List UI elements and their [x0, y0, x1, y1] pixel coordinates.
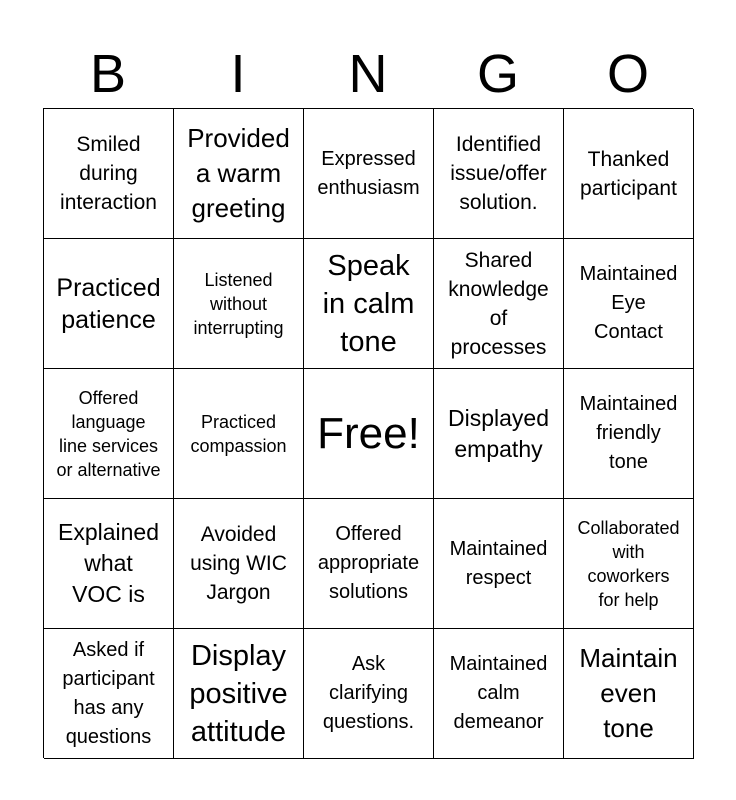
bingo-cell-r1-c1[interactable]: [44, 109, 174, 239]
cell-label: Displayed empathy: [448, 404, 549, 462]
bingo-cell-r4-c3[interactable]: [304, 499, 434, 629]
cell-label: Maintained friendly tone: [579, 393, 678, 473]
bingo-cell-r5-c3[interactable]: [304, 629, 434, 759]
bingo-cell-r4-c1[interactable]: [44, 499, 174, 629]
cell-label: Maintained calm demeanor: [449, 653, 548, 733]
cell-label: Offered language line services or alternative: [56, 387, 161, 480]
bingo-board: [43, 108, 693, 758]
bingo-cell-r5-c5[interactable]: [564, 629, 694, 759]
free-space-label: Free!: [317, 408, 420, 458]
header-letter-i: I: [230, 44, 246, 104]
bingo-cell-r4-c2[interactable]: [174, 499, 304, 629]
cell-label: Practiced patience: [56, 273, 161, 334]
bingo-cell-r3-c1[interactable]: [44, 369, 174, 499]
cell-label: Offered appropriate solutions: [317, 523, 420, 603]
bingo-header: [43, 40, 693, 108]
bingo-cell-free[interactable]: [304, 369, 434, 499]
cell-label: Maintained respect: [449, 537, 548, 589]
cell-label: Ask clarifying questions.: [322, 653, 415, 733]
cell-label: Listened without interrupting: [193, 269, 284, 338]
bingo-cell-r2-c3[interactable]: [304, 239, 434, 369]
header-letter-n: N: [348, 44, 388, 104]
bingo-cell-r2-c5[interactable]: [564, 239, 694, 369]
cell-label: Display positive attitude: [189, 639, 288, 748]
cell-label: Maintain even tone: [579, 643, 678, 743]
bingo-cell-r1-c5[interactable]: [564, 109, 694, 239]
header-letter-g: G: [476, 44, 519, 104]
cell-label: Explained what VOC is: [57, 519, 160, 607]
cell-label: Collaborated with coworkers for help: [577, 517, 680, 610]
bingo-cell-r3-c4[interactable]: [434, 369, 564, 499]
bingo-cell-r4-c4[interactable]: [434, 499, 564, 629]
bingo-cell-r2-c4[interactable]: [434, 239, 564, 369]
cell-label: Thanked participant: [580, 147, 677, 200]
cell-label: Identified issue/offer solution.: [450, 133, 547, 214]
cell-label: Maintained Eye Contact: [579, 263, 678, 343]
cell-label: Shared knowledge of processes: [448, 248, 549, 359]
header-letter-o: O: [606, 44, 649, 104]
cell-label: Practiced compassion: [190, 411, 287, 456]
header-letter-b: B: [89, 44, 127, 104]
cell-label: Avoided using WIC Jargon: [190, 523, 287, 604]
bingo-cell-r3-c2[interactable]: [174, 369, 304, 499]
bingo-cell-r1-c4[interactable]: [434, 109, 564, 239]
bingo-cell-r1-c2[interactable]: [174, 109, 304, 239]
bingo-cell-r4-c5[interactable]: [564, 499, 694, 629]
bingo-cell-r2-c1[interactable]: [44, 239, 174, 369]
bingo-cell-r2-c2[interactable]: [174, 239, 304, 369]
cell-label: Asked if participant has any questions: [62, 638, 155, 748]
cell-label: Speak in calm tone: [322, 249, 415, 358]
bingo-cell-r5-c2[interactable]: [174, 629, 304, 759]
bingo-cell-r5-c4[interactable]: [434, 629, 564, 759]
bingo-cell-r5-c1[interactable]: [44, 629, 174, 759]
cell-label: Provided a warm greeting: [187, 123, 290, 223]
cell-label: Expressed enthusiasm: [317, 147, 420, 199]
bingo-cell-r3-c5[interactable]: [564, 369, 694, 499]
cell-label: Smiled during interaction: [60, 133, 157, 214]
bingo-cell-r1-c3[interactable]: [304, 109, 434, 239]
